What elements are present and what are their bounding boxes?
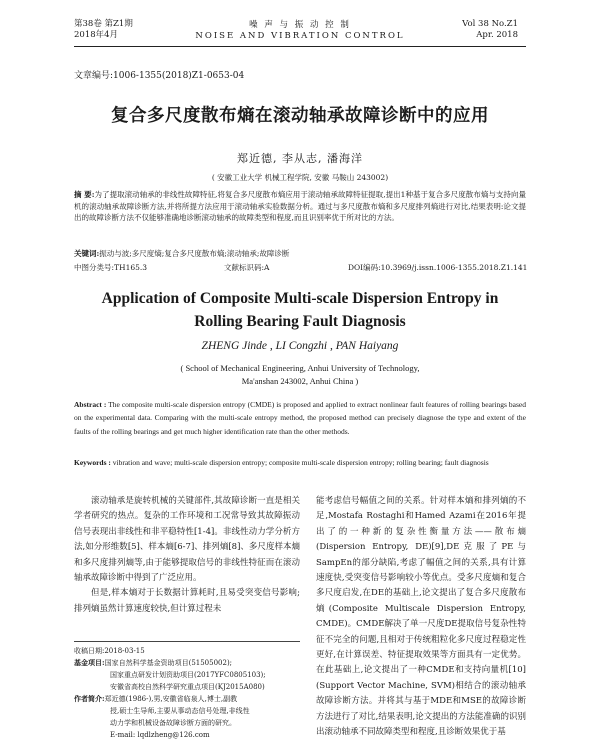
keywords-cn [74, 248, 526, 260]
keywords-label-cn: 关键词: [74, 249, 100, 258]
volume-issue: 第38卷 第Z1期 [74, 19, 133, 29]
author-bio-line-3: 动力学和机械设备故障诊断方面的研究。 [110, 719, 236, 727]
doi: DOI编码:10.3969/j.issn.1006-1355.2018.Z1.141 [348, 263, 528, 272]
volume-issue-en: Vol 38 No.Z1 [462, 19, 518, 29]
authors-en: ZHENG Jinde , LI Congzhi , PAN Haiyang [201, 340, 399, 352]
document-code: 文献标识码:A [224, 263, 270, 272]
abstract-label-en: Abstract : [74, 400, 107, 409]
abstract-en [74, 398, 526, 438]
journal-volume-info-en [462, 19, 518, 41]
paper-title-en-line1: Application of Composite Multi-scale Dispersion Entropy in [101, 290, 499, 307]
body-column-left [74, 494, 300, 617]
affiliation-en-line2: Ma'anshan 243002, Anhui China ) [241, 376, 359, 386]
authors-cn: 郑近德, 李从志, 潘海洋 [237, 152, 363, 165]
paper-title-cn: 复合多尺度散布熵在滚动轴承故障诊断中的应用 [111, 106, 489, 126]
abstract-label-cn: 摘 要: [74, 190, 95, 199]
paper-title-en-line2: Rolling Bearing Fault Diagnosis [194, 313, 406, 330]
keywords-text-cn: 振动与波;多尺度熵;复合多尺度散布熵;滚动轴承;故障诊断 [99, 249, 290, 258]
publication-date-en: Apr. 2018 [476, 30, 518, 40]
affiliation-cn: ( 安徽工业大学 机械工程学院, 安徽 马鞍山 243002) [211, 173, 389, 182]
keywords-en [74, 456, 526, 469]
publication-date: 2018年4月 [74, 30, 119, 40]
keywords-label-en: Keywords : [74, 458, 111, 467]
fund-text: 国家自然科学基金资助项目(51505002); [104, 659, 233, 667]
body-paragraph: 能考虑信号幅值之间的关系。针对样本熵和排列熵的不足,Mostafa Rostaghi和Hamed Azami在2016年提出了的一种新的复杂性衡量方法——散布熵(Dispersion Entropy, DE)[9],DE克服了PE与SampEn的部分缺陷,考虑了幅值之间的关系,具有计算速度快,受突变信号影响较小等优点。受多尺度熵和复合多尺度启发,在DE的基础上,论文提出了复合多尺度散布熵(Composite Multiscale Dispersion Entropy, CMDE)。CMDE解决了单一尺度DE提取信号复杂性特征不完全的问题,且相对于传统粗粒化多尺度过程稳定性更好,在计算误差、特征提取效果等方面具有一定优势。在此基础上,论文提出了一种CMDE和支持向量机[10](Support Vector Machine, SVM)相结合的滚动轴承故障诊断方法。并将其与基于MDE和MSE的故障诊断方法进行了对比,结果表明,论文提出的方法能准确的识别出滚动轴承不同故障类型和程度,且诊断效果优于基 [316, 496, 526, 738]
body-paragraph: 滚动轴承是旋转机械的关键部件,其故障诊断一直是相关学者研究的热点。复杂的工作环境和工况常导致其故障振动信号表现出非线性和非平稳特性[1-4]。非线性动力学分析方法,如分形维数[5]、样本熵[6-7]、排列熵[8]、多尺度样本熵和多尺度排列熵等,由于能够提取信号的非线性特征而在滚动轴承故障诊断中得到了广泛应用。 [74, 496, 300, 584]
abstract-cn [74, 189, 526, 224]
fund-line-3: 安徽省高校自然科学研究重点项目(KJ2015A080) [110, 683, 265, 691]
author-bio-line-2: 授,硕士生导师,主要从事动态信号处理,非线性 [110, 707, 250, 715]
fund-line-2: 国家重点研发计划资助项目(2017YFC0805103); [110, 671, 266, 679]
fund-label: 基金项目: [74, 658, 105, 667]
affiliation-en [0, 362, 600, 388]
clc-number: 中图分类号:TH165.3 [74, 263, 148, 272]
author-bio [74, 693, 300, 705]
journal-name-en: NOISE AND VIBRATION CONTROL [195, 31, 405, 41]
author-bio-label: 作者简介: [74, 694, 105, 703]
article-number: 文章编号:1006-1355(2018)Z1-0653-04 [74, 71, 245, 81]
paper-title-en [0, 287, 600, 333]
abstract-text-cn: 为了提取滚动轴承的非线性故障特征,将复合多尺度散布熵应用于滚动轴承故障特征提取,提出1种基于复合多尺度散布熵与支持向量机的滚动轴承故障诊断方法,并将所提方法应用于滚动轴承实验数据分析。通过与多尺度散布熵和多尺度排列熵进行对比,结果表明:论文提出的故障诊断方法不仅能够准确地诊断滚动轴承的故障类型和程度,而且识别率优于所对比的方法。 [74, 190, 526, 223]
journal-name-cn: 噪 声 与 振 动 控 制 [249, 20, 351, 30]
footnotes [74, 645, 300, 741]
abstract-text-en: The composite multi-scale dispersion entropy (CMDE) is proposed and applied to extract nonlinear fault features of rolling bearings based on the experimental data. Comparing with the multi-scale entropy method, the proposed method can precisely diagnose the type and extent of the faults of the rolling bearings and get much higher identification rate than the other methods. [74, 400, 526, 436]
author-email: E-mail: lqdlzheng@126.com [110, 731, 210, 739]
fund-line [74, 657, 300, 669]
affiliation-en-line1: ( School of Mechanical Engineering, Anhui University of Technology, [180, 363, 420, 373]
received-date: 收稿日期:2018-03-15 [74, 647, 145, 655]
footnote-divider [74, 641, 300, 642]
author-bio-text: 郑近德(1986-),男,安徽省临泉人,博士,副教 [104, 695, 238, 703]
keywords-text-en: vibration and wave; multi-scale dispersion entropy; composite multi-scale dispersion entropy; rolling bearing; fault diagnosis [112, 458, 489, 467]
header-divider [74, 46, 526, 47]
body-column-right [316, 494, 526, 741]
body-paragraph: 但是,样本熵对于长数据计算耗时,且易受突变信号影响;排列熵虽然计算速度较快,但计算过程未 [74, 588, 300, 614]
